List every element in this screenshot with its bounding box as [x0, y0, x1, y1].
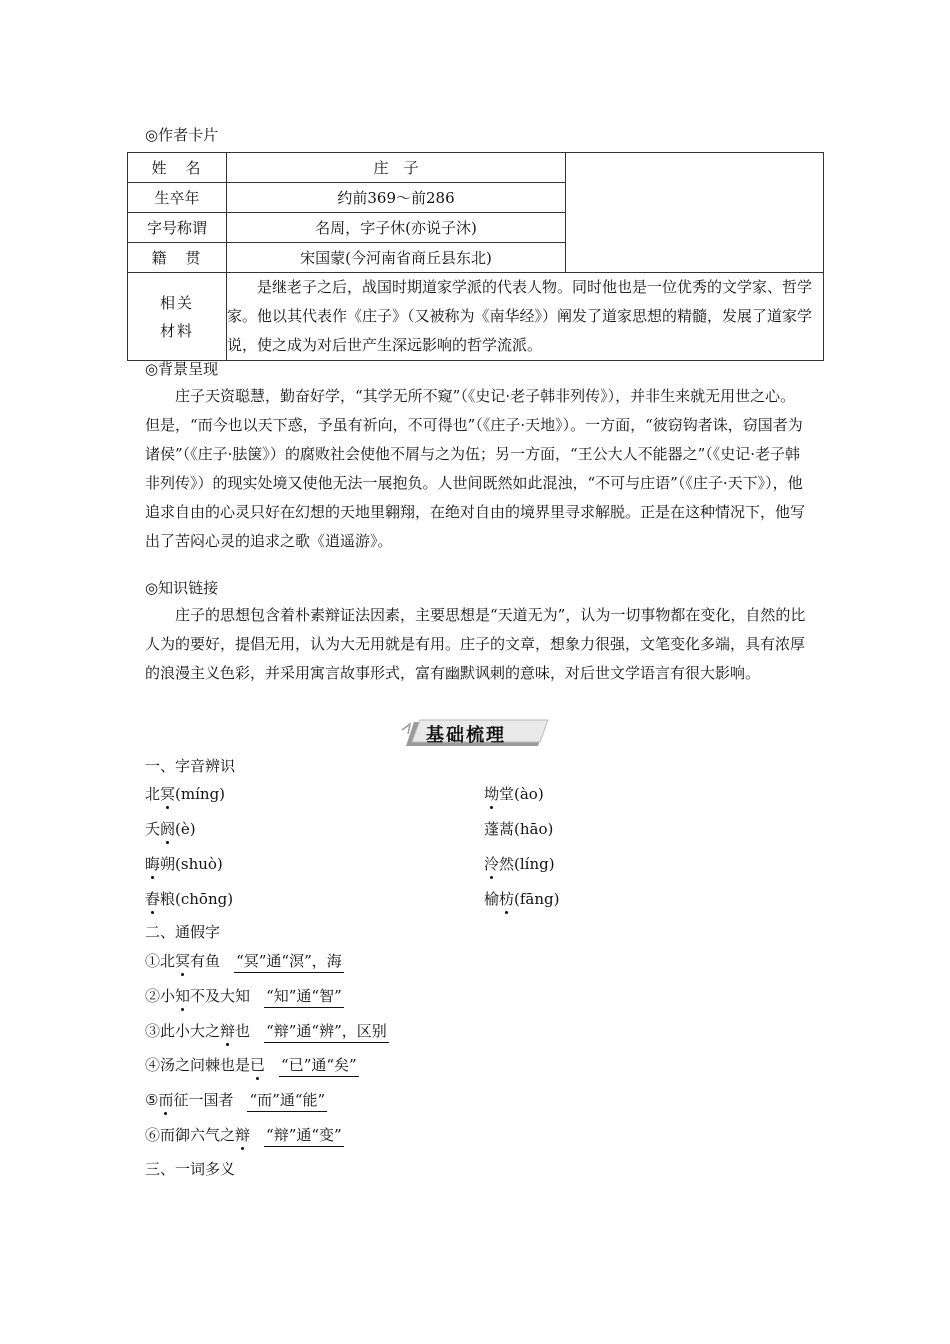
tongjia-item: ⑥而御六气之辩 “辩”通“变” [145, 1124, 344, 1147]
hometown-value: 宋国蒙(今河南省商丘县东北) [227, 243, 566, 273]
lifespan-value: 约前369～前286 [227, 183, 566, 213]
tongjia-item: ⑤而征一国者 “而”通“能” [145, 1089, 327, 1112]
related-label-line2: 材料 [159, 321, 194, 340]
banner-title: 基础梳理 [426, 725, 506, 746]
section3-title: 三、一词多义 [145, 1160, 236, 1178]
vocab-item: 坳堂(ào) [484, 785, 544, 803]
answer-blank: “辩”通“变” [264, 1124, 344, 1147]
related-material-content: 是继老子之后，战国时期道家学派的代表人物。同时他也是一位优秀的文学家、哲学家。他以其代表作《庄子》（又被称为《南华经》）阐发了道家思想的精髓，发展了道家学说，使之成为对后世产生深远影响的哲学流派。 [227, 278, 813, 354]
author-card-table [127, 152, 824, 361]
name-label: 姓 名 [128, 153, 227, 183]
vocab-item: 蓬蒿(hāo) [484, 820, 554, 838]
background-paragraph [145, 382, 810, 556]
answer-blank: “辩”通“辨”，区别 [264, 1020, 389, 1043]
related-material-text [227, 273, 824, 361]
name-value: 庄 子 [227, 153, 566, 183]
hometown-label: 籍 贯 [128, 243, 227, 273]
vocab-item: 北冥(míng) [145, 785, 226, 803]
answer-blank: “冥”通“溟”，海 [234, 950, 344, 973]
vocab-item: 榆枋(fāng) [484, 890, 560, 908]
tongjia-item: ①北冥有鱼 “冥”通“溟”，海 [145, 950, 344, 973]
section2-title: 二、通假字 [145, 923, 221, 941]
answer-blank: “而”通“能” [247, 1089, 327, 1112]
tongjia-item: ④汤之问棘也是已 “已”通“矣” [145, 1054, 359, 1077]
portrait-placeholder [566, 153, 824, 273]
titles-value: 名周，字子休(亦说子沐) [227, 213, 566, 243]
answer-blank: “已”通“矣” [279, 1054, 359, 1077]
author-card-heading: ◎作者卡片 [145, 126, 219, 144]
titles-label: 字号称谓 [128, 213, 227, 243]
related-label [128, 273, 227, 361]
knowledge-heading: ◎知识链接 [145, 579, 219, 597]
section-banner [400, 716, 550, 750]
vocab-item: 晦朔(shuò) [145, 855, 223, 873]
tongjia-item: ②小知不及大知 “知”通“智” [145, 985, 344, 1008]
background-heading: ◎背景呈现 [145, 360, 219, 378]
section1-title: 一、字音辨识 [145, 757, 236, 775]
background-text: 庄子天资聪慧，勤奋好学，“其学无所不窥”（《史记·老子韩非列传》），并非生来就无用世之心。但是，“而今也以天下惑，予虽有祈向，不可得也”（《庄子·天地》）。一方面，“彼窃钩者诛，窃国者为诸侯”（《庄子·胠箧》）的腐败社会使他不屑与之为伍；另一方面，“王公大人不能器之”（《史记·老子韩非列传》）的现实处境又使他无法一展抱负。人世间既然如此混浊，“不可与庄语”（《庄子·天下》），他追求自由的心灵只好在幻想的天地里翱翔，在绝对自由的境界里寻求解脱。正是在这种情况下，他写出了苦闷心灵的追求之歌《逍遥游》。 [145, 387, 806, 550]
related-label-line1: 相关 [159, 293, 194, 312]
knowledge-paragraph [145, 601, 810, 688]
answer-blank: “知”通“智” [264, 985, 344, 1008]
vocab-item: 舂粮(chōng) [145, 890, 234, 908]
vocab-item: 泠然(líng) [484, 855, 555, 873]
tongjia-item: ③此小大之辩也 “辩”通“辨”，区别 [145, 1020, 389, 1043]
lifespan-label: 生卒年 [128, 183, 227, 213]
knowledge-text: 庄子的思想包含着朴素辩证法因素，主要思想是“天道无为”，认为一切事物都在变化，自然的比人为的要好，提倡无用，认为大无用就是有用。庄子的文章，想象力很强，文笔变化多端，具有浓厚的浪漫主义色彩，并采用寓言故事形式，富有幽默讽刺的意味，对后世文学语言有很大影响。 [145, 606, 806, 682]
vocab-item: 夭阏(è) [145, 820, 196, 838]
